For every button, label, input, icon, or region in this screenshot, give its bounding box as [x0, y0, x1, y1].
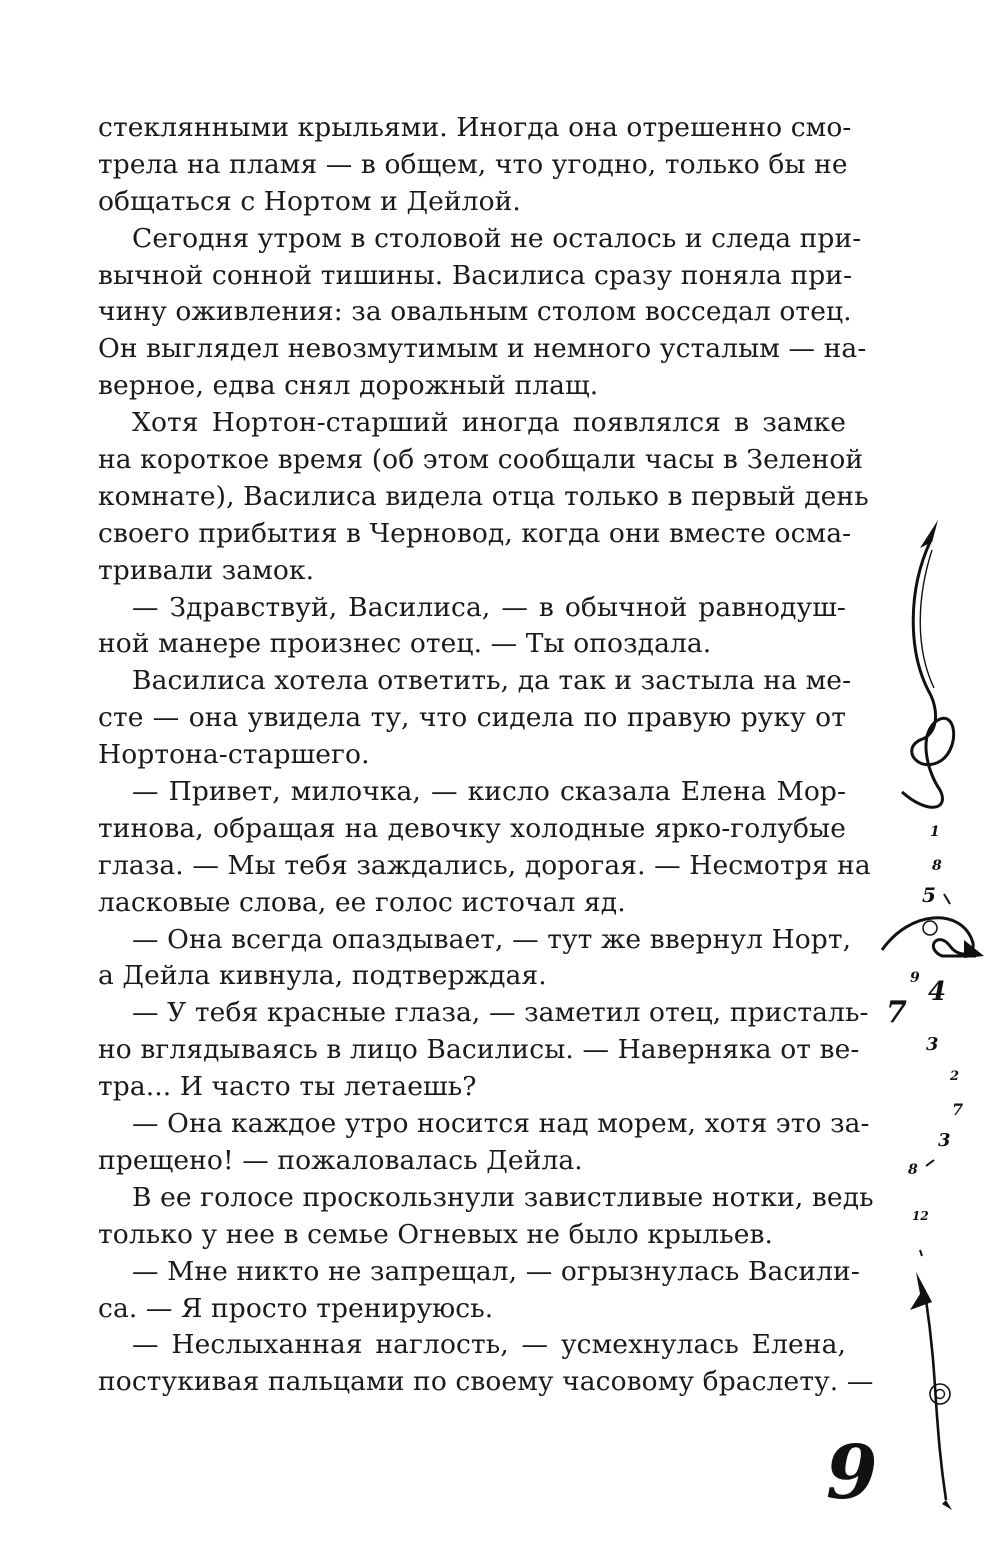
text-line: — У тебя красные глаза, — заметил отец, присталь-	[132, 997, 869, 1029]
text-line: стеклянными крыльями. Иногда она отрешенно смо-	[98, 112, 852, 143]
text-line: Он выглядел невозмутимым и немного усталым — на-	[98, 333, 867, 365]
ornament-digit: 9	[910, 970, 920, 986]
ornament-spiral-bottom-inner	[936, 1390, 945, 1399]
text-line: Нортона-старшего.	[98, 739, 370, 771]
page-number: 9	[826, 1430, 878, 1516]
text-line: глаза. — Мы тебя заждались, дорогая. — Несмотря на	[98, 849, 871, 881]
ornament-digit: 7	[886, 995, 907, 1030]
text-line: сте — она увидела ту, что сидела по правую руку от	[98, 702, 846, 734]
book-text	[98, 110, 874, 1401]
ornament-digit: 8	[932, 858, 942, 874]
ornament-hook-middle	[882, 918, 976, 956]
text-line: комнате), Василиса видела отца только в первый день	[98, 480, 869, 512]
text-line: — Здравствуй, Василиса, — в обычной равнодуш-	[132, 591, 846, 623]
text-line: своего прибытия в Черновод, когда они вместе осма-	[98, 517, 852, 549]
ornament-digit: 1	[930, 824, 940, 840]
text-line: Василиса хотела ответить, да так и застыла на ме-	[132, 665, 852, 697]
text-line: тра... И часто ты летаешь?	[98, 1071, 477, 1103]
text-line: тинова, обращая на девочку холодные ярко-голубые	[98, 812, 846, 844]
text-line: на короткое время (об этом сообщали часы в Зеленой	[98, 444, 864, 476]
text-line: Сегодня утром в столовой не осталось и следа при-	[132, 222, 862, 254]
ornament-digit: 3	[938, 1130, 951, 1151]
clock-hands-ornament	[880, 510, 990, 1540]
text-line: а Дейла кивнула, подтверждая.	[98, 960, 547, 992]
ornament-digit: 12	[912, 1209, 929, 1223]
ornament-arrow-bottom	[910, 1272, 932, 1310]
ornament-digit: 7	[952, 1100, 964, 1119]
ornament-curve-shadow	[920, 550, 934, 688]
text-line: постукивая пальцами по своему часовому браслету. —	[98, 1366, 874, 1398]
ornament-tick	[944, 894, 950, 904]
ornament-digit: 8	[908, 1162, 918, 1178]
text-line: — Привет, милочка, — кисло сказала Елена Мор-	[132, 776, 846, 808]
text-line: чину оживления: за овальным столом восседал отец.	[98, 296, 852, 328]
ornament-spiral-bottom	[930, 1384, 950, 1404]
text-line: вычной сонной тишины. Василиса сразу поняла при-	[98, 259, 853, 291]
text-line: В ее голосе проскользнули завистливые нотки, ведь	[132, 1181, 874, 1213]
ornament-bottom-tip	[942, 1500, 952, 1510]
text-line: — Мне никто не запрещал, — огрызнулась Васили-	[132, 1255, 860, 1287]
text-line: верное, едва снял дорожный плащ.	[98, 370, 599, 402]
ornament-digit: 3	[926, 1034, 939, 1055]
ornament-digit: 2	[950, 1069, 960, 1084]
text-line: общаться с Нортом и Дейлой.	[98, 185, 521, 217]
text-line: са. — Я просто тренируюсь.	[98, 1292, 494, 1324]
ornament-digit: 5	[922, 883, 936, 907]
ornament-curve-bottom	[926, 1300, 946, 1500]
text-line: только у нее в семье Огневых не было крыльев.	[98, 1218, 774, 1250]
text-line: тривали замок.	[98, 554, 315, 586]
text-line: ной манере произнес отец. — Ты опоздала.	[98, 628, 712, 660]
text-line: но вглядываясь в лицо Василисы. — Наверняка от ве-	[98, 1034, 860, 1066]
text-line: трела на пламя — в общем, что угодно, только бы не	[98, 148, 848, 180]
ornament-tick	[920, 1250, 922, 1256]
ornament-tick	[926, 1160, 934, 1166]
text-line: — Она каждое утро носится над морем, хотя это за-	[132, 1108, 870, 1140]
text-line: Хотя Нортон-старший иногда появлялся в замке	[132, 407, 846, 439]
ornament-spiral-middle	[923, 921, 937, 935]
text-line: прещено! — пожаловалась Дейла.	[98, 1144, 583, 1176]
ornament-digit: 4	[928, 977, 947, 1007]
text-line: — Неслыханная наглость, — усмехнулась Елена,	[132, 1329, 846, 1361]
text-line: — Она всегда опаздывает, — тут же ввернул Норт,	[132, 923, 852, 955]
text-line: ласковые слова, ее голос источал яд.	[98, 886, 626, 918]
